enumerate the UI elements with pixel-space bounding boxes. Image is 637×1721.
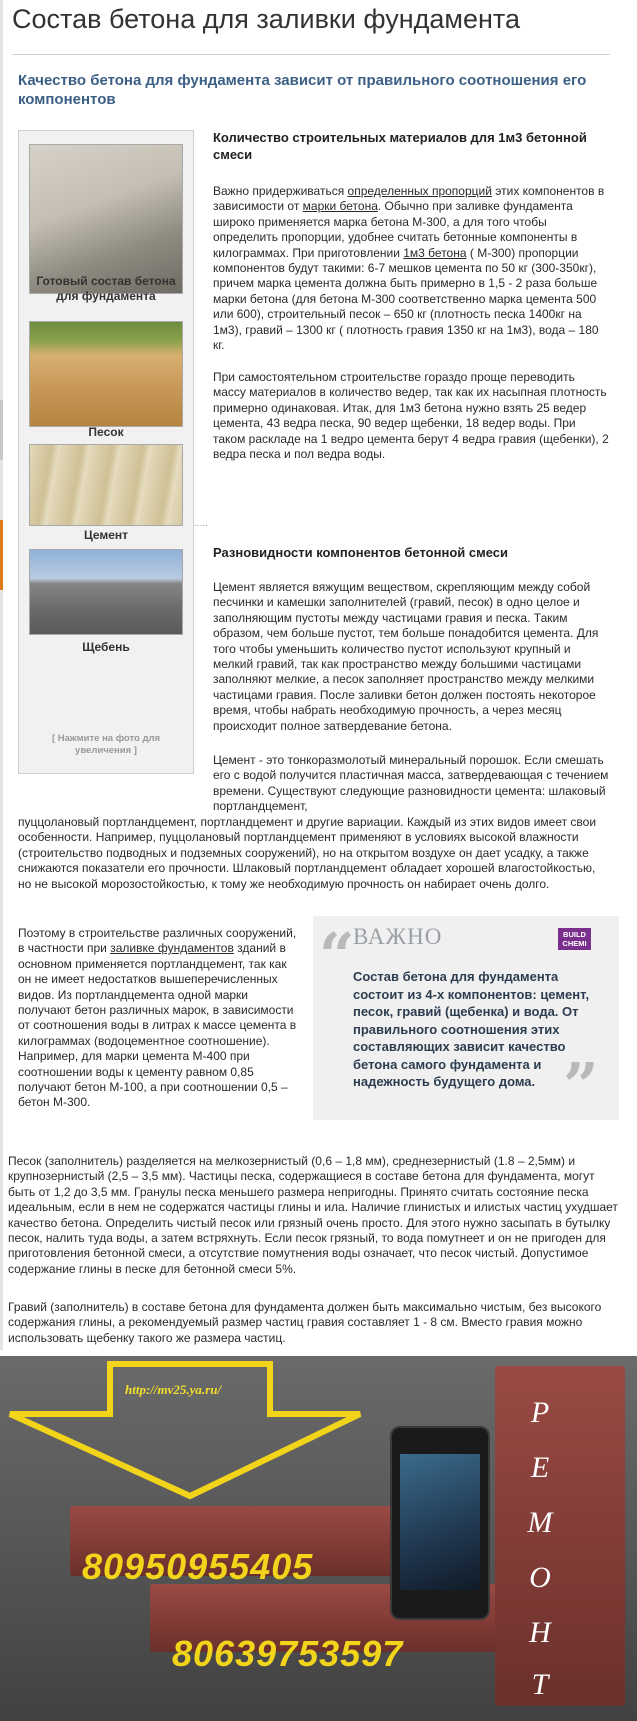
page-subtitle: Качество бетона для фундамента зависит от правильного соотношения его компонентов: [18, 72, 587, 108]
section1-heading: Количество строительных материалов для 1м3 бетонной смеси: [213, 130, 587, 162]
bottom-paragraph2: Гравий (заполнитель) в составе бетона для фундамента должен быть максимально чистым, без высокого содержания глины, а рекомендуемый размер частиц гравия составляет 1 - 8 см. Вместо гравия можно использовать щебенку такого же размера частиц.: [8, 1300, 602, 1345]
title-divider: [12, 54, 610, 55]
close-quote-icon: ”: [563, 1049, 599, 1122]
gallery-caption-concrete: Готовый состав бетона для фундамента: [36, 274, 176, 303]
left-edge-accent: [0, 520, 3, 590]
banner-phone-1: 80950955405: [82, 1546, 314, 1587]
section1-paragraph1: Важно придерживаться определенных пропорций этих компонентов в зависимости от марки бетона. Обычно при заливке фундамента широко применяется марка бетона М-300, а для того чтобы определить пропорции, удобнее считать бетонные компоненты в килограммах. При приготовлении 1м3 бетона ( М-300) пропорции компонентов будут такими: 6-7 мешков цемента по 50 кг (300-350кг), причем марка цемента должна быть примерно в 1,5 - 2 раза больше марки бетона (для бетона М-300 соответственно марка цемента 500 или 600), строительный песок – 650 кг (плотность песка 1400кг на 1м3), гравий – 1300 кг ( плотность гравия 1350 кг на 1м3), вода – 180 кг.: [213, 184, 605, 353]
callout-logo: BUILD CHEMI: [558, 928, 591, 950]
open-quote-icon: “: [319, 919, 355, 992]
link-foundation-pouring[interactable]: заливке фундаментов: [110, 941, 234, 956]
callout-label: ВАЖНО: [353, 924, 443, 949]
section2-paragraph2-narrow: Цемент - это тонкоразмолотый минеральный порошок. Если смешать его с водой получится пластичная масса, затвердевающая с течением времени. Существуют следующие разновидности цемента: шлаковый портландцемент,: [213, 753, 609, 814]
smartphone-image: [390, 1426, 490, 1620]
section2-paragraph2-wide: пуццолановый портландцемент, портландцемент и другие вариации. Каждый из этих видов имеет свои особенности. Например, пуццолановый портландцемент применяют в условиях высокой влажности (строительство подводных и подземных сооружений), но на открытом воздухе он дает усадку, а также снижаются показатели его прочности. Шлаковый портландцемент обладает хорошей влагостойкостью, но не высокой морозостойкостью, к тому же необходимую прочность он набирает очень долго.: [18, 815, 597, 891]
bottom-paragraph1: Песок (заполнитель) разделяется на мелкозернистый (0,6 – 1,8 мм), среднезернистый (1.8 – 2,5мм) и крупнозернистый (2,5 – 3,5 мм). Частицы песка, содержащиеся в составе бетона для фундамента, могут быть от 1,2 до 3,5 мм. Гранулы песка меньшего размера непригодны. Принято считать состояние песка идеальным, если в нем не содержатся частицы глины и ила. Наличие глинистых и илистых частиц ухудшает качество бетона. Определить чистый песок или грязный очень просто. Для этого нужно засыпать в бутылку песок, налить туда воды, а затем встряхнуть. Если песок грязный, то вода помутнеет и он не пригоден для приготовления бетонной смеси, а отсутствие помутнения воды означает, что песок чистый. Допустимое содержание глины в песке для бетонной смеси 5%.: [8, 1154, 618, 1276]
gallery-photo-cement[interactable]: [29, 444, 183, 526]
callout-text: Состав бетона для фундамента состоит из 4-х компонентов: цемент, песок, гравий (щебенка) и вода. От правильного соотношения этих составляющих зависит качество бетона самого фундамента и надежность будущего дома.: [353, 969, 590, 1089]
section2-heading: Разновидности компонентов бетонной смеси: [213, 545, 508, 560]
gallery-photo-sand[interactable]: [29, 321, 183, 427]
banner-letter: Т: [531, 1668, 549, 1701]
link-proportions[interactable]: определенных пропорций: [347, 184, 492, 198]
page-title: Состав бетона для заливки фундамента: [12, 4, 520, 34]
section2-paragraph3: Поэтому в строительстве различных сооружений, в частности при заливке фундаментов зданий в основном применяется портландцемент, так как он не имеет недостатков вышеперечисленных видов. Из портландцемента одной марки получают бетон различных марок, в зависимости от соотношения воды в литрах к массе цемента в килограммах (водоцементное соотношение). Например, для марки цемента М-400 при соотношении воды к цементу равном 0,85 получают бетон М-100, а при соотношении 0,5 – бетон М-300.: [18, 926, 297, 1110]
gallery-hint: [ Нажмите на фото для увеличения ]: [51, 733, 161, 756]
section1-paragraph2: При самостоятельном строительстве гораздо проще переводить массу материалов в количество ведер, так как их насыпная плотность примерно одинаковая. Итак, для 1м3 бетона нужно взять 25 ведер цемента, 43 ведра песка, 90 ведер щебенки, 18 ведер воды. При таком раскладе на 1 ведро цемента берут 4 ведра гравия (щебенки), 2 ведра песка и пол ведра воды.: [213, 370, 609, 462]
photo-gallery: [18, 130, 194, 774]
gallery-caption-cement: Цемент: [83, 528, 129, 542]
banner-letter: Р: [530, 1396, 550, 1429]
section2-paragraph1: Цемент является вяжущим веществом, скрепляющим между собой песчинки и камешки заполнителей (гравий, песок) в одно целое и заполняющим пустоты между частицами гравия и песка. Таким образом, чем больше пустот, тем больше понадобится цемента. Для того чтобы уменьшить количество пустот используют крупный и мелкий гравий, так как пространство между большими частицами заполняют мелкие, а песок заполняет пространство между мелкими частицами гравия. После заливки бетон должен постоять некоторое время, чтобы набрать необходимую прочность, а через месяц происходит полное затвердевание бетона.: [213, 580, 599, 733]
left-edge-strip: [0, 0, 3, 1350]
banner-url[interactable]: http://mv25.ya.ru/: [125, 1382, 222, 1397]
ad-banner[interactable]: [0, 1356, 637, 1721]
important-callout: [313, 916, 619, 1120]
left-edge-marker: [0, 400, 3, 460]
phone-screen: [400, 1454, 480, 1590]
banner-letter: О: [529, 1561, 551, 1594]
banner-letter: М: [527, 1506, 553, 1539]
gallery-caption-sand: Песок: [88, 425, 124, 439]
banner-letter: Е: [530, 1451, 550, 1484]
separator-dots: .....: [194, 518, 208, 529]
banner-letter: Н: [529, 1616, 551, 1649]
link-1m3-concrete[interactable]: 1м3 бетона: [403, 245, 467, 260]
link-concrete-grade[interactable]: марки бетона: [302, 199, 378, 214]
banner-phone-2: 80639753597: [172, 1633, 404, 1674]
gallery-photo-concrete[interactable]: [29, 144, 183, 294]
gallery-photo-gravel[interactable]: [29, 549, 183, 635]
gallery-caption-gravel: Щебень: [82, 640, 130, 654]
